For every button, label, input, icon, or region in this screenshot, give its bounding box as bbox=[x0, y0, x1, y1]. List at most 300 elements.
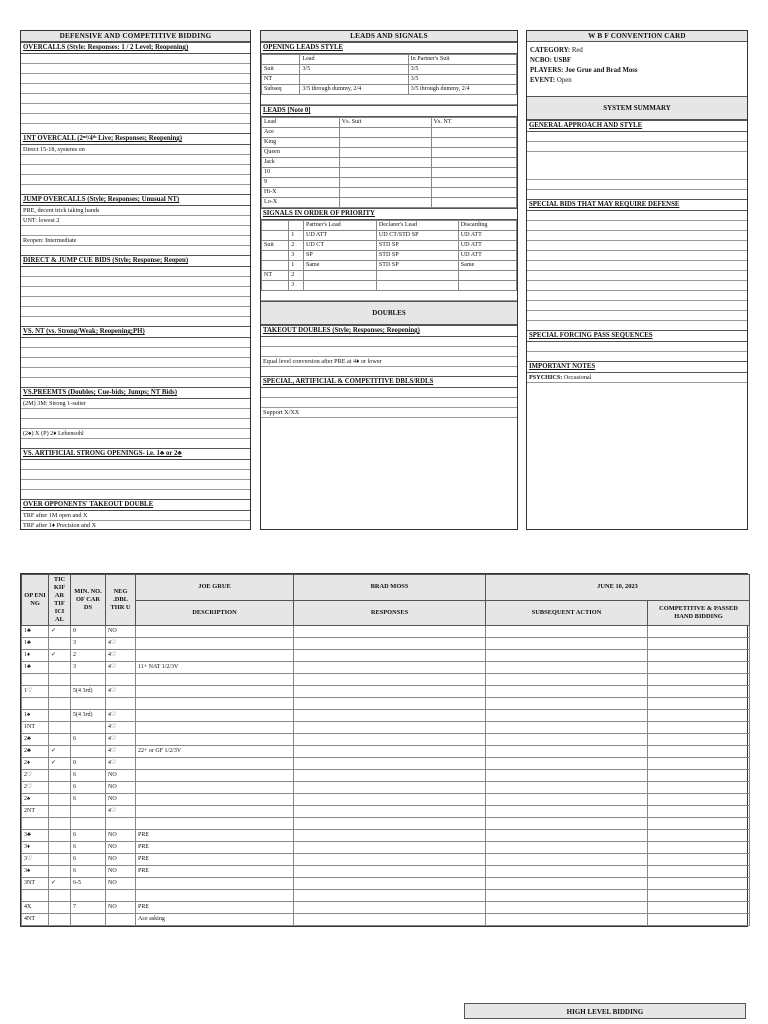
table-cell: Subseq bbox=[262, 85, 300, 95]
table-cell: 1♦ bbox=[22, 650, 49, 662]
section-line bbox=[21, 94, 250, 104]
table-cell bbox=[486, 686, 648, 698]
table-cell bbox=[648, 830, 750, 842]
table-cell bbox=[294, 830, 486, 842]
table-header-cell bbox=[289, 221, 304, 231]
table-cell: 1♣ bbox=[22, 662, 49, 674]
table-cell: 1♣ bbox=[22, 626, 49, 638]
opening-bid-row bbox=[22, 710, 750, 722]
col-opening: OP ENI NG bbox=[22, 575, 49, 626]
text-line bbox=[527, 231, 747, 241]
table-header-cell: Lead bbox=[262, 118, 340, 128]
player2-header: BRAD MOSS bbox=[294, 575, 486, 601]
section-line bbox=[21, 338, 250, 348]
table-cell bbox=[486, 770, 648, 782]
table-cell bbox=[71, 806, 106, 818]
section-heading: JUMP OVERCALLS (Style; Responses; Unusual NT) bbox=[21, 194, 250, 206]
table-cell bbox=[486, 722, 648, 734]
section-line: PRE, decent trick taking hands bbox=[21, 206, 250, 216]
table-cell: PRE bbox=[136, 830, 294, 842]
opening-bid-row bbox=[22, 746, 750, 758]
panel-title: LEADS AND SIGNALS bbox=[261, 31, 517, 42]
table-cell: NO bbox=[106, 782, 136, 794]
table-cell bbox=[294, 638, 486, 650]
table-cell: 2♡ bbox=[22, 782, 49, 794]
table-row bbox=[262, 271, 517, 281]
table-cell bbox=[136, 818, 294, 830]
table-cell: NO bbox=[106, 854, 136, 866]
opening-bid-row bbox=[22, 866, 750, 878]
table-cell: ✓ bbox=[49, 758, 71, 770]
table-cell bbox=[339, 168, 431, 178]
table-cell: 3/5 bbox=[300, 65, 408, 75]
table-cell: 4♡ bbox=[106, 638, 136, 650]
table-row bbox=[262, 168, 517, 178]
table-cell: 6 bbox=[71, 830, 106, 842]
table-cell: PRE bbox=[136, 842, 294, 854]
wbf-card-panel bbox=[526, 30, 748, 530]
table-cell bbox=[294, 722, 486, 734]
section-heading: OVER OPPONENTS' TAKEOUT DOUBLE bbox=[21, 499, 250, 511]
table-cell bbox=[136, 698, 294, 710]
table-cell: 4♡ bbox=[106, 650, 136, 662]
section-line bbox=[21, 348, 250, 358]
table-cell bbox=[486, 650, 648, 662]
table-cell: 3♦ bbox=[22, 842, 49, 854]
table-cell bbox=[648, 698, 750, 710]
opening-bid-row bbox=[22, 842, 750, 854]
table-header-cell: Vs. NT bbox=[431, 118, 516, 128]
table-cell: 2 bbox=[289, 241, 304, 251]
table-cell: Queen bbox=[262, 148, 340, 158]
table-cell bbox=[294, 890, 486, 902]
section-line bbox=[21, 84, 250, 94]
table-cell bbox=[486, 746, 648, 758]
table-cell bbox=[49, 854, 71, 866]
table-cell bbox=[106, 890, 136, 902]
table-header-cell bbox=[262, 55, 300, 65]
table-cell bbox=[300, 75, 408, 85]
section-heading: DIRECT & JUMP CUE BIDS (Style; Response; Reopen) bbox=[21, 255, 250, 267]
opening-bid-row bbox=[22, 830, 750, 842]
table-cell bbox=[486, 866, 648, 878]
table-cell: UD ATT bbox=[458, 251, 516, 261]
table-cell bbox=[376, 281, 458, 291]
text-line bbox=[527, 261, 747, 271]
special-forcing-heading: SPECIAL FORCING PASS SEQUENCES bbox=[527, 330, 747, 342]
opening-bid-row bbox=[22, 902, 750, 914]
psychics-line bbox=[527, 373, 747, 383]
table-cell bbox=[136, 686, 294, 698]
opening-bid-row bbox=[22, 686, 750, 698]
opening-bid-row bbox=[22, 626, 750, 638]
table-cell: UD ATT bbox=[458, 231, 516, 241]
text-line bbox=[527, 221, 747, 231]
event-value: Open bbox=[556, 77, 572, 84]
text-line bbox=[261, 388, 517, 398]
table-cell: NT bbox=[262, 75, 300, 85]
table-cell bbox=[486, 662, 648, 674]
table-cell bbox=[431, 178, 516, 188]
table-cell bbox=[294, 710, 486, 722]
spacer bbox=[21, 439, 250, 448]
text-line bbox=[527, 211, 747, 221]
table-cell bbox=[458, 281, 516, 291]
table-cell: Suit bbox=[262, 65, 300, 75]
table-cell bbox=[339, 128, 431, 138]
section-line: (2M) 3M: Strong 1-suiter bbox=[21, 399, 250, 409]
table-cell bbox=[262, 251, 289, 261]
table-cell bbox=[486, 890, 648, 902]
table-cell bbox=[49, 866, 71, 878]
table-cell bbox=[136, 770, 294, 782]
section-heading: OVERCALLS (Style: Responses: 1 / 2 Level; Reopening) bbox=[21, 42, 250, 54]
table-cell: 4♡ bbox=[106, 710, 136, 722]
table-cell bbox=[294, 674, 486, 686]
table-cell: 3NT bbox=[22, 878, 49, 890]
table-cell: NO bbox=[106, 878, 136, 890]
table-cell: 3 bbox=[289, 281, 304, 291]
table-cell bbox=[49, 830, 71, 842]
section-line: TRF after 1M open and X bbox=[21, 511, 250, 521]
section-line bbox=[21, 307, 250, 317]
table-cell bbox=[431, 198, 516, 208]
section-heading: VS.PREEMTS (Doubles; Cue-bids; Jumps; NT Bids) bbox=[21, 387, 250, 399]
table-cell: NT bbox=[262, 271, 289, 281]
table-cell: 6 bbox=[71, 842, 106, 854]
other-line bbox=[261, 95, 517, 105]
table-cell bbox=[294, 746, 486, 758]
table-cell bbox=[49, 698, 71, 710]
table-cell: 4♡ bbox=[106, 734, 136, 746]
text-line bbox=[527, 342, 747, 352]
table-cell: 2♦ bbox=[22, 758, 49, 770]
table-cell bbox=[49, 722, 71, 734]
table-cell: 4♡ bbox=[106, 806, 136, 818]
section-line: Reopen: Intermediate bbox=[21, 236, 250, 246]
section-line bbox=[21, 175, 250, 185]
table-cell bbox=[262, 231, 289, 241]
opening-bid-row bbox=[22, 698, 750, 710]
table-cell bbox=[648, 806, 750, 818]
table-cell: 2 bbox=[71, 650, 106, 662]
table-cell bbox=[486, 830, 648, 842]
table-cell bbox=[294, 662, 486, 674]
section-line bbox=[21, 104, 250, 114]
section-line bbox=[21, 114, 250, 124]
opening-leads-table bbox=[261, 54, 517, 95]
section-line bbox=[21, 155, 250, 165]
summary-bar: SYSTEM SUMMARY bbox=[527, 96, 747, 120]
section-line bbox=[21, 470, 250, 480]
section-heading: 1NT OVERCALL (2ⁿᵈ/4ᵗʰ Live; Responses; Reopening) bbox=[21, 133, 250, 145]
table-cell bbox=[303, 281, 376, 291]
table-cell bbox=[648, 770, 750, 782]
players-label: PLAYERS: bbox=[530, 67, 564, 74]
table-cell: NO bbox=[106, 902, 136, 914]
table-cell: 7 bbox=[71, 902, 106, 914]
leads-heading: LEADS [Note 0] bbox=[261, 105, 517, 117]
table-cell bbox=[339, 198, 431, 208]
table-cell bbox=[648, 662, 750, 674]
table-cell bbox=[49, 902, 71, 914]
opening-bid-row bbox=[22, 662, 750, 674]
table-cell: 6 bbox=[71, 782, 106, 794]
opening-bid-row bbox=[22, 914, 750, 926]
col-neg-dbl: NEG .DBL THR U bbox=[106, 575, 136, 626]
table-cell bbox=[431, 148, 516, 158]
opening-bid-row bbox=[22, 878, 750, 890]
table-row bbox=[262, 231, 517, 241]
opening-bid-row bbox=[22, 854, 750, 866]
table-cell: 4NT bbox=[22, 914, 49, 926]
table-cell bbox=[648, 818, 750, 830]
table-cell bbox=[294, 914, 486, 926]
table-header-cell bbox=[262, 221, 289, 231]
table-cell bbox=[458, 271, 516, 281]
table-cell bbox=[294, 734, 486, 746]
text-line bbox=[527, 311, 747, 321]
signals-note bbox=[261, 291, 517, 301]
table-cell bbox=[49, 770, 71, 782]
spacer bbox=[21, 490, 250, 499]
table-cell: 4♡ bbox=[106, 722, 136, 734]
table-cell bbox=[294, 866, 486, 878]
table-header-cell: Vs. Suit bbox=[339, 118, 431, 128]
table-cell: Jack bbox=[262, 158, 340, 168]
table-cell bbox=[648, 758, 750, 770]
table-cell bbox=[71, 890, 106, 902]
table-cell bbox=[71, 746, 106, 758]
text-line bbox=[527, 291, 747, 301]
table-cell bbox=[486, 914, 648, 926]
section-line: (2♠) X (P) 2♦ Lebensohl bbox=[21, 429, 250, 439]
event-label: EVENT: bbox=[530, 77, 556, 84]
table-cell bbox=[49, 806, 71, 818]
panel-title: DEFENSIVE AND COMPETITIVE BIDDING bbox=[21, 31, 250, 42]
table-cell bbox=[294, 794, 486, 806]
text-line bbox=[527, 251, 747, 261]
table-cell: PRE bbox=[136, 866, 294, 878]
spacer bbox=[21, 378, 250, 387]
text-line bbox=[527, 271, 747, 281]
table-cell: 3 bbox=[71, 662, 106, 674]
table-cell: 1 bbox=[289, 231, 304, 241]
table-cell: 3♡ bbox=[22, 854, 49, 866]
table-cell bbox=[376, 271, 458, 281]
nt-lines bbox=[527, 170, 747, 190]
table-cell bbox=[294, 878, 486, 890]
table-cell bbox=[136, 710, 294, 722]
table-cell: STD SP bbox=[376, 241, 458, 251]
table-cell bbox=[648, 878, 750, 890]
table-cell bbox=[294, 650, 486, 662]
table-cell bbox=[49, 782, 71, 794]
takeout-heading: TAKEOUT DOUBLES (Style; Responses; Reopening) bbox=[261, 325, 517, 337]
table-cell bbox=[294, 770, 486, 782]
section-line bbox=[21, 480, 250, 490]
table-cell: UD ATT bbox=[458, 241, 516, 251]
table-cell: 3/5 through dummy, 2/4 bbox=[408, 85, 516, 95]
table-cell bbox=[71, 914, 106, 926]
table-cell: PRE bbox=[136, 854, 294, 866]
defensive-competitive-panel bbox=[20, 30, 251, 530]
section-line bbox=[21, 419, 250, 429]
section-line bbox=[21, 409, 250, 419]
table-cell: Ace asking bbox=[136, 914, 294, 926]
table-cell bbox=[136, 794, 294, 806]
table-cell: ✓ bbox=[49, 746, 71, 758]
table-cell: 3/5 through dummy, 2/4 bbox=[300, 85, 408, 95]
table-cell bbox=[431, 138, 516, 148]
table-cell: 4♡ bbox=[106, 758, 136, 770]
special-lines bbox=[261, 388, 517, 418]
table-cell bbox=[136, 890, 294, 902]
table-cell: 5(4 3rd) bbox=[71, 710, 106, 722]
section-line bbox=[21, 277, 250, 287]
table-cell bbox=[648, 638, 750, 650]
table-header-cell: Partner's Lead bbox=[303, 221, 376, 231]
table-cell bbox=[22, 890, 49, 902]
table-cell bbox=[136, 806, 294, 818]
table-cell bbox=[486, 794, 648, 806]
table-cell bbox=[339, 178, 431, 188]
table-cell bbox=[71, 818, 106, 830]
text-line bbox=[261, 337, 517, 347]
section-line: UNT: lowest 2 bbox=[21, 216, 250, 226]
table-cell bbox=[486, 854, 648, 866]
table-row bbox=[262, 178, 517, 188]
table-row bbox=[262, 198, 517, 208]
ncbo-label: NCBO: bbox=[530, 57, 552, 64]
table-cell: King bbox=[262, 138, 340, 148]
text-line bbox=[527, 170, 747, 180]
table-cell: Same bbox=[303, 261, 376, 271]
table-cell bbox=[648, 746, 750, 758]
table-header-cell: Lead bbox=[300, 55, 408, 65]
table-cell bbox=[486, 782, 648, 794]
approach-heading: GENERAL APPROACH AND STYLE bbox=[527, 120, 747, 132]
table-cell bbox=[294, 758, 486, 770]
opening-bid-row bbox=[22, 734, 750, 746]
table-cell bbox=[106, 818, 136, 830]
table-cell bbox=[49, 842, 71, 854]
table-cell: 0 bbox=[71, 758, 106, 770]
table-row bbox=[262, 128, 517, 138]
table-row bbox=[262, 188, 517, 198]
table-cell bbox=[648, 674, 750, 686]
table-cell: 4♡ bbox=[106, 746, 136, 758]
table-cell: NO bbox=[106, 626, 136, 638]
table-cell: 2♡ bbox=[22, 770, 49, 782]
table-cell: 6 bbox=[71, 794, 106, 806]
opening-bid-row bbox=[22, 818, 750, 830]
table-cell bbox=[49, 662, 71, 674]
table-cell: 1♠ bbox=[22, 710, 49, 722]
section-line bbox=[21, 368, 250, 378]
table-cell bbox=[49, 818, 71, 830]
table-cell: 22+ or GF 1/2/3V bbox=[136, 746, 294, 758]
table-cell bbox=[648, 710, 750, 722]
special-bids-heading: SPECIAL BIDS THAT MAY REQUIRE DEFENSE bbox=[527, 199, 747, 211]
table-row bbox=[262, 148, 517, 158]
opening-bid-row bbox=[22, 782, 750, 794]
table-cell bbox=[339, 148, 431, 158]
table-cell bbox=[49, 890, 71, 902]
table-cell bbox=[486, 806, 648, 818]
col-subsequent: SUBSEQUENT ACTION bbox=[486, 600, 648, 626]
opening-bid-row bbox=[22, 758, 750, 770]
notes-heading: IMPORTANT NOTES bbox=[527, 361, 747, 373]
text-line bbox=[527, 301, 747, 311]
category-label: CATEGORY: bbox=[530, 47, 571, 54]
table-header-cell: Declarer's Lead bbox=[376, 221, 458, 231]
table-cell bbox=[486, 758, 648, 770]
table-cell bbox=[431, 188, 516, 198]
table-cell: 4X bbox=[22, 902, 49, 914]
table-row bbox=[262, 261, 517, 271]
table-cell: 1♡ bbox=[22, 686, 49, 698]
table-cell bbox=[136, 650, 294, 662]
table-row bbox=[262, 138, 517, 148]
table-cell bbox=[294, 854, 486, 866]
table-cell bbox=[486, 734, 648, 746]
table-cell bbox=[648, 854, 750, 866]
col-min-cards: MIN. NO. OF CAR DS bbox=[71, 575, 106, 626]
table-cell bbox=[648, 890, 750, 902]
opening-bids-table bbox=[21, 574, 750, 926]
player1-header: JOE GRUE bbox=[136, 575, 294, 601]
table-cell: NO bbox=[106, 794, 136, 806]
table-cell: 9 bbox=[262, 178, 340, 188]
table-cell: 3♠ bbox=[22, 866, 49, 878]
table-cell bbox=[339, 138, 431, 148]
table-cell: SP bbox=[303, 251, 376, 261]
table-cell: 5(4 3rd) bbox=[71, 686, 106, 698]
table-header-cell: Discarding bbox=[458, 221, 516, 231]
table-cell: NO bbox=[106, 770, 136, 782]
col-competitive: COMPETITIVE & PASSED HAND BIDDING bbox=[648, 600, 750, 626]
doubles-bar: DOUBLES bbox=[261, 301, 517, 325]
table-cell: 6 bbox=[71, 734, 106, 746]
table-cell bbox=[294, 818, 486, 830]
section-line bbox=[21, 64, 250, 74]
table-cell bbox=[136, 674, 294, 686]
players-value: Joe Grue and Brad Moss bbox=[565, 67, 638, 74]
table-cell bbox=[486, 626, 648, 638]
table-cell bbox=[136, 734, 294, 746]
table-cell bbox=[486, 902, 648, 914]
psychics-label: PSYCHICS: bbox=[529, 374, 563, 381]
table-cell bbox=[486, 818, 648, 830]
col-description: DESCRIPTION bbox=[136, 600, 294, 626]
table-cell bbox=[648, 842, 750, 854]
table-cell bbox=[648, 794, 750, 806]
opening-leads-heading: OPENING LEADS STYLE bbox=[261, 42, 517, 54]
signals-table bbox=[261, 220, 517, 291]
table-cell bbox=[486, 698, 648, 710]
table-cell bbox=[49, 686, 71, 698]
section-line bbox=[21, 226, 250, 236]
table-cell bbox=[486, 638, 648, 650]
opening-bid-row bbox=[22, 770, 750, 782]
table-cell bbox=[648, 902, 750, 914]
ncbo-value: USBF bbox=[553, 57, 571, 64]
table-cell bbox=[262, 281, 289, 291]
opening-bid-row bbox=[22, 722, 750, 734]
table-cell bbox=[431, 168, 516, 178]
card-meta bbox=[527, 42, 747, 90]
